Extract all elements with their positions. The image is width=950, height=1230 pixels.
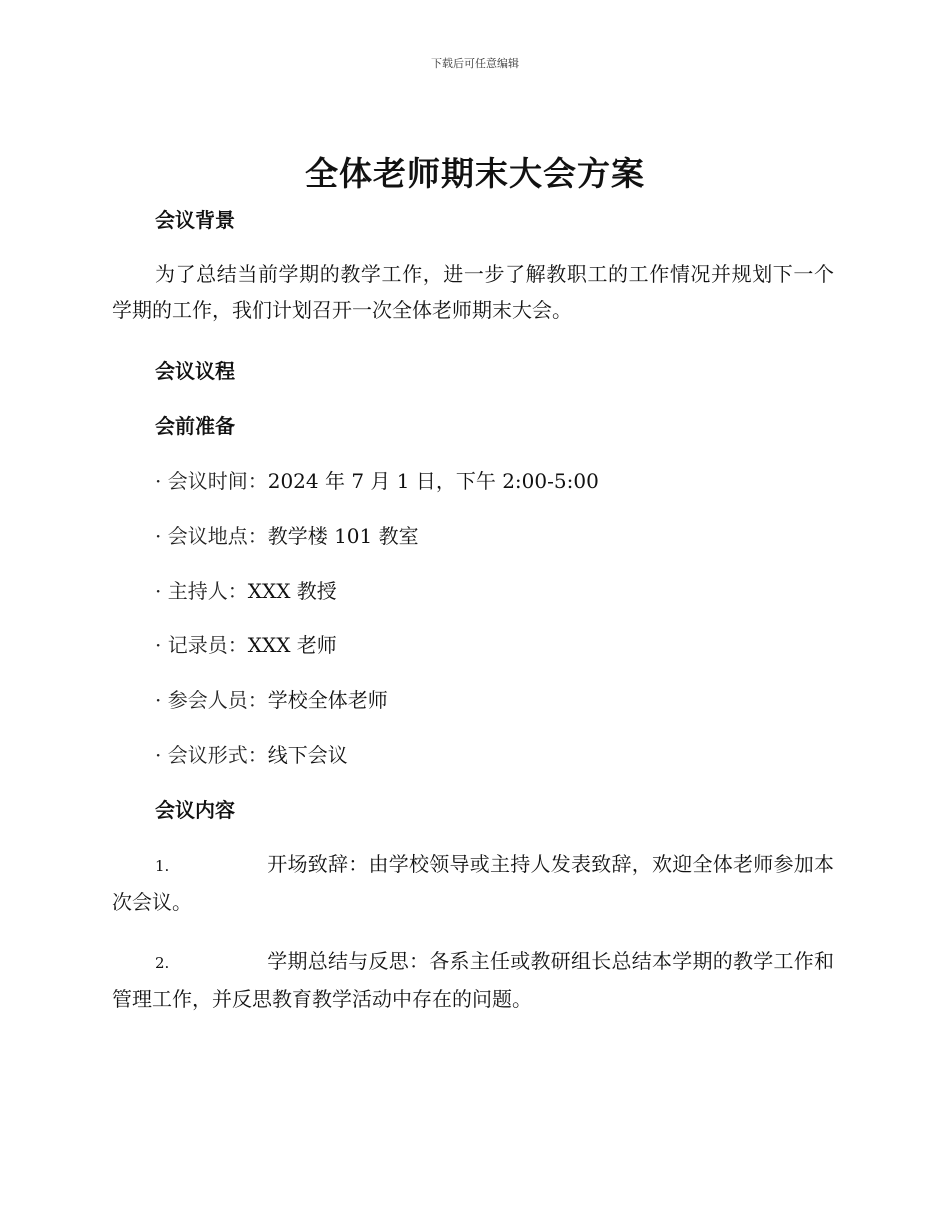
bullet-value: XXX 教授 [247,579,337,603]
bullet-item-host [155,573,835,609]
bullet-item-format [155,737,835,773]
header-note: 下载后可任意编辑 [431,57,519,70]
bullet-item-recorder [155,627,835,663]
bullet-value: 教学楼 101 教室 [267,524,419,548]
item-number: 2. [155,954,170,972]
heading-background: 会议背景 [155,208,235,232]
item-text: 开场致辞：由学校领导或主持人发表致辞，欢迎全体老师参加本次会议。 [112,852,834,914]
bullet-value: 2024 年 7 月 1 日，下午 2:00-5:00 [267,469,599,493]
bullet-label: · 参会人员： [155,688,268,712]
bullet-label: · 主持人： [155,579,248,603]
bullet-value: 线下会议 [267,743,348,767]
bullet-item-location [155,518,835,554]
bullet-item-time [155,463,835,499]
bullet-value: 学校全体老师 [267,688,388,712]
item-text: 学期总结与反思：各系主任或教研组长总结本学期的教学工作和管理工作，并反思教育教学活动中存在的问题。 [112,949,834,1011]
heading-preparation: 会前准备 [155,414,235,438]
heading-agenda: 会议议程 [155,359,235,383]
document-title: 全体老师期末大会方案 [305,154,645,193]
bullet-label: · 记录员： [155,633,248,657]
bullet-value: XXX 老师 [247,633,337,657]
numbered-item-opening [112,846,834,920]
numbered-item-summary [112,943,834,1017]
heading-content: 会议内容 [155,798,235,822]
item-number: 1. [155,857,170,875]
bullet-item-attendees [155,682,835,718]
bullet-label: · 会议地点： [155,524,268,548]
paragraph-background: 为了总结当前学期的教学工作，进一步了解教职工的工作情况并规划下一个学期的工作，我们计划召开一次全体老师期末大会。 [112,262,834,322]
bullet-label: · 会议形式： [155,743,268,767]
bullet-label: · 会议时间： [155,469,268,493]
